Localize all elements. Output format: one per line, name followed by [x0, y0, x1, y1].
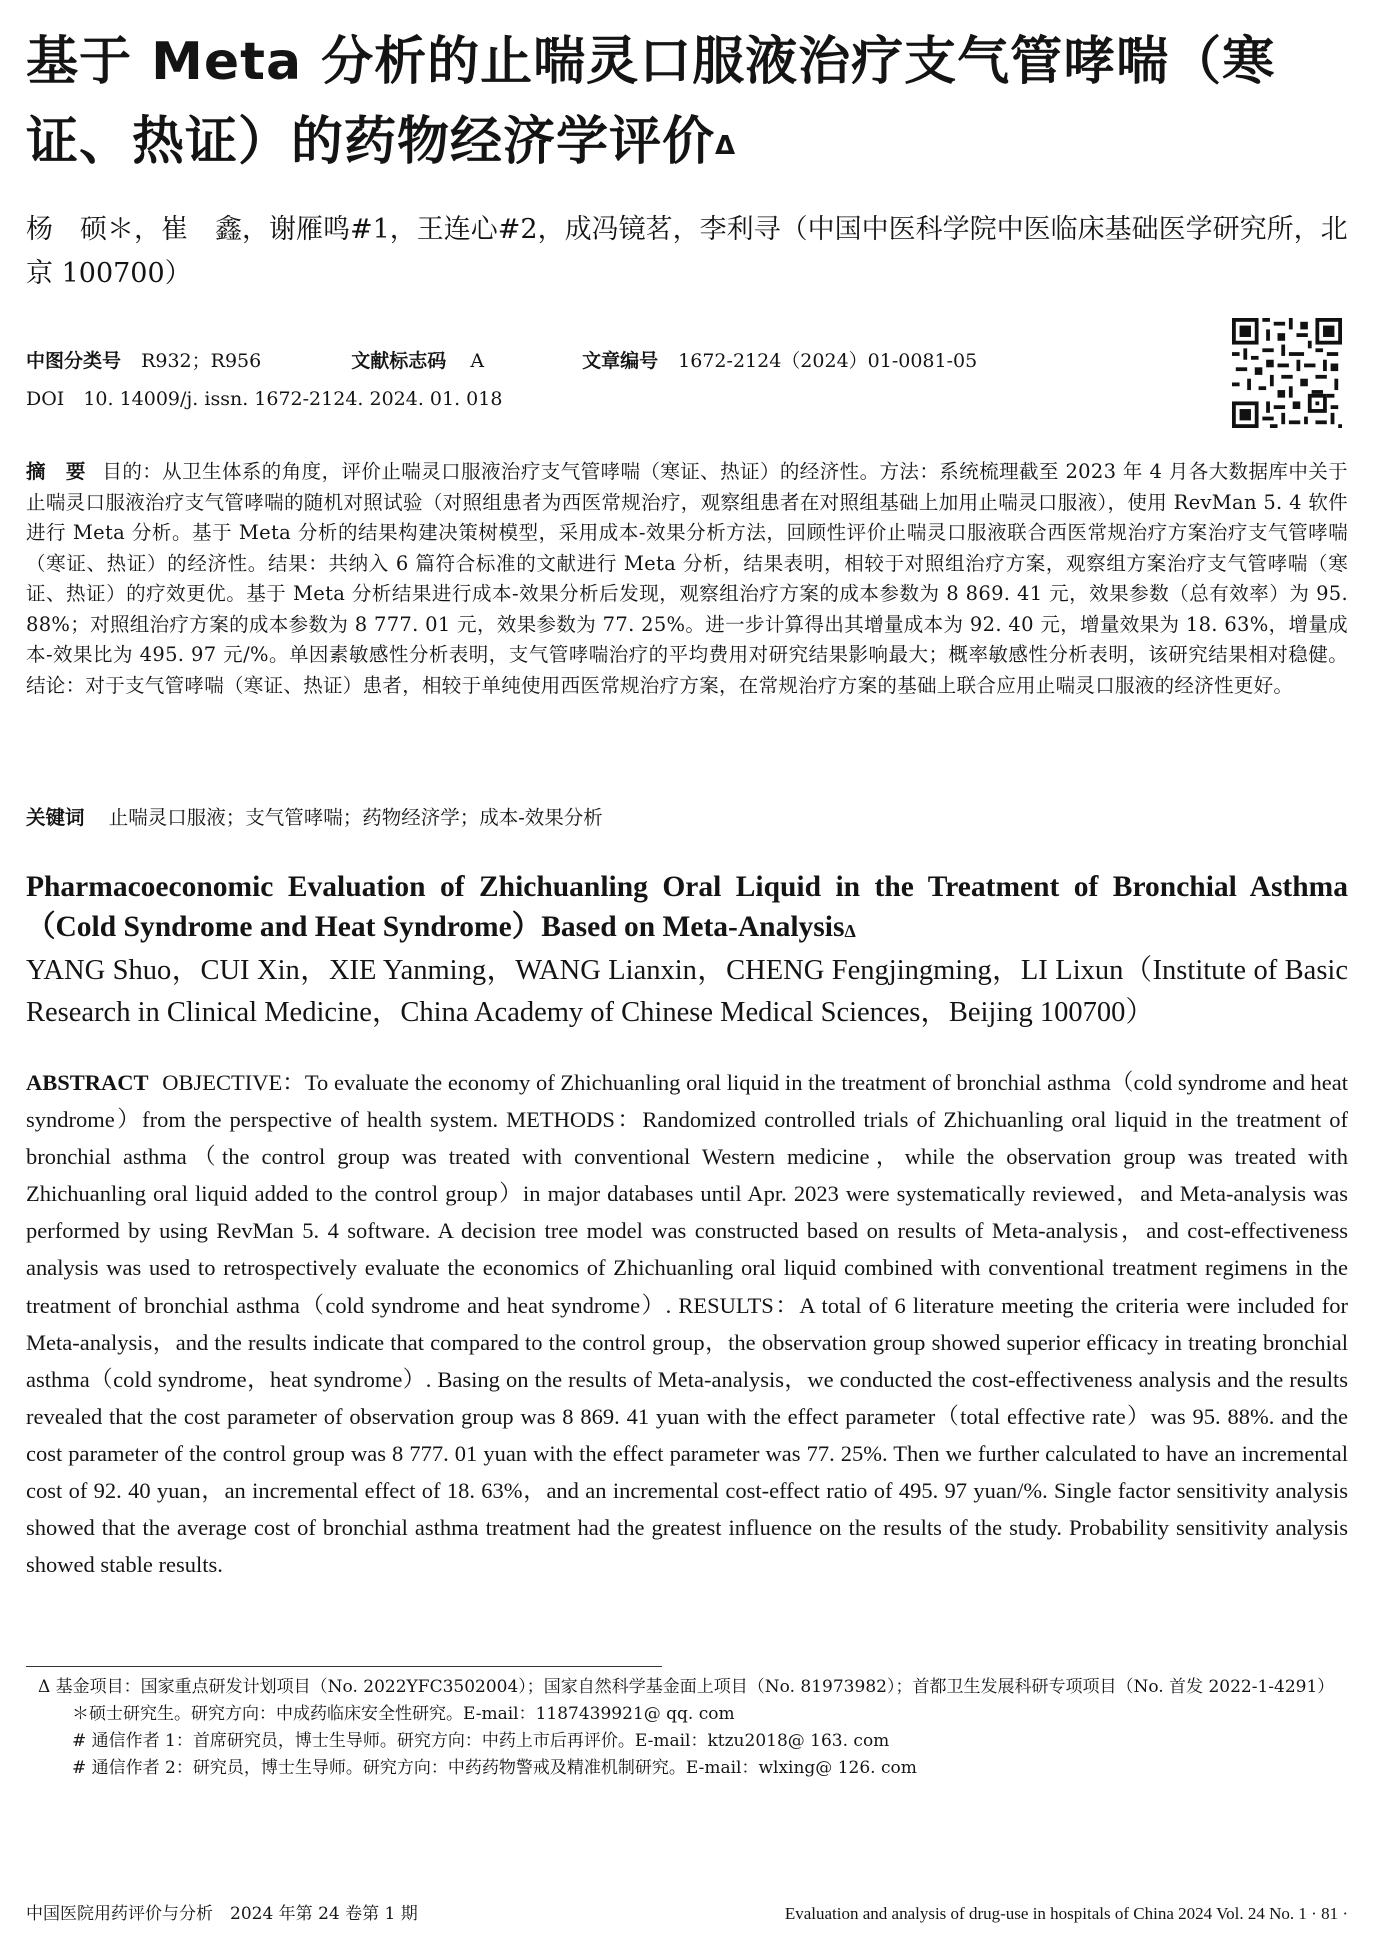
chinese-abstract-text: 目的：从卫生体系的角度，评价止喘灵口服液治疗支气管哮喘（寒证、热证）的经济性。方法：系统梳理截至 2023 年 4 月各大数据库中关于止喘灵口服液治疗支气管哮喘的随机对照试验（对照组患者为西医常规治疗，观察组患者在对照组基础上加用止喘灵口服液），使用 RevMan 5. 4 软件进行 Meta 分析。基于 Meta 分析的结果构建决策树模型，采用成本-效果分析方法，回顾性评价止喘灵口服液联合西医常规治疗方案治疗支气管哮喘（寒证、热证）的经济性。结果：共纳入 6 篇符合标准的文献进行 Meta 分析，结果表明，相较于对照组治疗方案，观察组方案治疗支气管哮喘（寒证、热证）的疗效更优。基于 Meta 分析结果进行成本-效果分析后发现，观察组治疗方案的成本参数为 8 869. 41 元，效果参数（总有效率）为 95. 88%；对照组治疗方案的成本参数为 8 777. 01 元，效果参数为 77. 25%。进一步计算得出其增量成本为 92. 40 元，增量效果为 18. 63%，增量成本-效果比为 495. 97 元/%。单因素敏感性分析表明，支气管哮喘治疗的平均费用对研究结果影响最大；概率敏感性分析表明，该研究结果相对稳健。结论：对于支气管哮喘（寒证、热证）患者，相较于单纯使用西医常规治疗方案，在常规治疗方案的基础上联合应用止喘灵口服液的经济性更好。	[26, 460, 1348, 697]
english-abstract-text: OBJECTIVE：To evaluate the economy of Zhichuanling oral liquid in the treatment of bronchial asthma（cold syndrome and heat syndrome）from the perspective of health system. METHODS：Randomized controlled trials of Zhichuanling oral liquid in the treatment of bronchial asthma（the control group was treated with conventional Western medicine，while the observation group was treated with Zhichuanling oral liquid added to the control group）in major databases until Apr. 2023 were systematically reviewed，and Meta-analysis was performed by using RevMan 5. 4 software. A decision tree model was constructed based on results of Meta-analysis，and cost-effectiveness analysis was used to retrospectively evaluate the economics of Zhichuanling oral liquid combined with conventional treatment regimens in the treatment of bronchial asthma（cold syndrome and heat syndrome）. RESULTS：A total of 6 literature meeting the criteria were included for Meta-analysis，and the results indicate that compared to the control group，the observation group showed superior efficacy in treating bronchial asthma（cold syndrome，heat syndrome）. Basing on the results of Meta-analysis，we conducted the cost-effectiveness analysis and the results revealed that the cost parameter of observation group was 8 869. 41 yuan with the effect parameter（total effective rate）was 95. 88%. and the cost parameter of the control group was 8 777. 01 yuan with the effect parameter was 77. 25%. Then we further calculated to have an incremental cost of 92. 40 yuan，an incremental effect of 18. 63%，and an incremental cost-effect ratio of 495. 97 yuan/%. Single factor sensitivity analysis showed that the average cost of bronchial asthma treatment had the greatest influence on the results of the study. Probability sensitivity analysis showed stable results.	[26, 1070, 1348, 1578]
chinese-title-text: 基于 Meta 分析的止喘灵口服液治疗支气管哮喘（寒证、热证）的药物经济学评价	[26, 32, 1276, 172]
english-authors: YANG Shuo，CUI Xin，XIE Yanming，WANG Lianxin，CHENG Fengjingming，LI Lixun（Institute of Basic Research in Clinical Medicine，China Academy of Chinese Medical Sciences，Beijing 100700）	[26, 955, 1348, 1028]
chinese-keywords-label: 关键词	[26, 806, 85, 829]
english-title	[26, 867, 1348, 947]
fund-footnote: Δ 基金项目：国家重点研发计划项目（No. 2022YFC3502004）；国家自然科学基金面上项目（No. 81973982）；首都卫生发展科研专项项目（No. 首发 2022-1-4291）	[38, 1677, 1335, 1697]
chinese-keywords-text: 止喘灵口服液；支气管哮喘；药物经济学；成本-效果分析	[108, 806, 603, 829]
doi: DOI 10. 14009/j. issn. 1672-2124. 2024. 01. 018	[26, 388, 503, 410]
chinese-abstract	[26, 457, 1348, 701]
clc-label: 中图分类号	[26, 350, 122, 372]
article-number-value: 1672-2124（2024）01-0081-05	[678, 350, 978, 372]
english-abstract	[26, 1064, 1348, 1583]
first-author-footnote: ＊硕士研究生。研究方向：中成药临床安全性研究。E-mail：1187439921@ qq. com	[72, 1704, 735, 1724]
english-title-text: Pharmacoeconomic Evaluation of Zhichuanling Oral Liquid in the Treatment of Bronchial Asthma（Cold Syndrome and Heat Syndrome）Based on Meta-Analysis	[26, 871, 1348, 943]
doc-code-label: 文献标志码	[351, 350, 447, 372]
chinese-authors: 杨 硕＊，崔 鑫，谢雁鸣#1，王连心#2，成冯镜茗，李利寻（中国中医科学院中医临床基础医学研究所，北京 100700）	[26, 214, 1348, 289]
chinese-keywords	[26, 803, 603, 833]
footnote-divider	[26, 1666, 662, 1667]
clc-value: R932；R956	[141, 350, 262, 372]
footnotes	[38, 1674, 1338, 1782]
chinese-title-footnote-mark: Δ	[715, 131, 737, 161]
english-abstract-label: ABSTRACT	[26, 1070, 149, 1095]
qr-code-icon	[1232, 318, 1342, 428]
english-title-footnote-mark: Δ	[844, 921, 856, 941]
article-number-label: 文章编号	[582, 350, 659, 372]
corresponding-author-2-footnote: # 通信作者 2：研究员，博士生导师。研究方向：中药药物警戒及精准机制研究。E-mail：wlxing@ 126. com	[72, 1758, 917, 1778]
corresponding-author-1-footnote: # 通信作者 1：首席研究员，博士生导师。研究方向：中药上市后再评价。E-mail：ktzu2018@ 163. com	[72, 1731, 890, 1751]
chinese-abstract-label: 摘 要	[26, 460, 86, 483]
running-footer-right: Evaluation and analysis of drug-use in hospitals of China 2024 Vol. 24 No. 1 · 81 ·	[784, 1904, 1348, 1923]
doc-code-value: A	[470, 350, 485, 372]
chinese-title	[26, 22, 1348, 182]
journal-page	[26, 0, 1348, 1940]
running-footer-left: 中国医院用药评价与分析 2024 年第 24 卷第 1 期	[26, 1904, 418, 1924]
classification-row	[26, 347, 977, 375]
